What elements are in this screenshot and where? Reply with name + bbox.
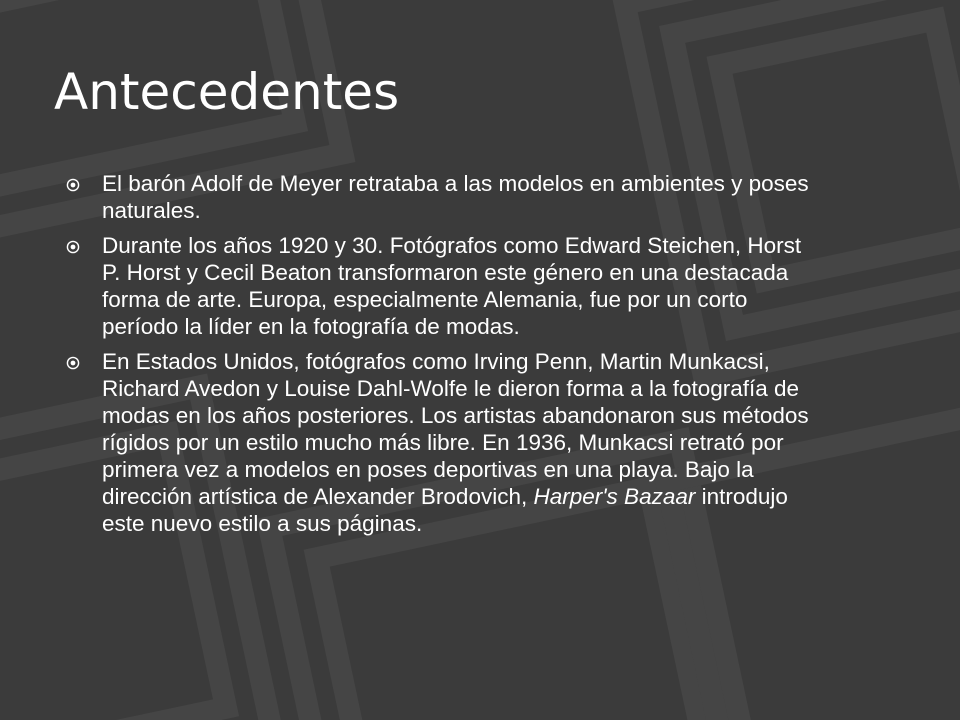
bullet-text: Durante los años 1920 y 30. Fotógrafos como Edward Steichen, Horst P. Horst y Cecil Beaton transformaron este género en una destacada forma de arte. Europa, especialmente Alemania, fue por un corto período la líder en la fotografía de modas. [102,233,802,339]
slide-title: Antecedentes [54,63,400,121]
bullet-item [66,170,816,224]
bullet-item [66,232,816,340]
bullet-list [66,170,816,545]
bullet-item [66,348,816,537]
circle-dot-icon [66,240,80,254]
bullet-text-part: En Estados Unidos, fotógrafos como Irving Penn, Martin Munkacsi, Richard Avedon y Louise Dahl-Wolfe le dieron forma a la fotografía de modas en los años posteriores. Los artistas abandonaron sus métodos rígidos por un estilo mucho más libre. En 1936, Munkacsi retrató por primera vez a modelos en poses deportivas en una playa. Bajo la dirección artística de Alexander Brodovich, [102,349,809,509]
magazine-name: Harper's Bazaar [533,484,696,509]
bullet-text: El barón Adolf de Meyer retrataba a las modelos en ambientes y poses naturales. [102,171,809,223]
bullet-text [102,349,809,536]
bullet-text-part: introdujo este nuevo estilo a sus páginas. [102,484,788,536]
circle-dot-icon [66,356,80,370]
circle-dot-icon [66,178,80,192]
